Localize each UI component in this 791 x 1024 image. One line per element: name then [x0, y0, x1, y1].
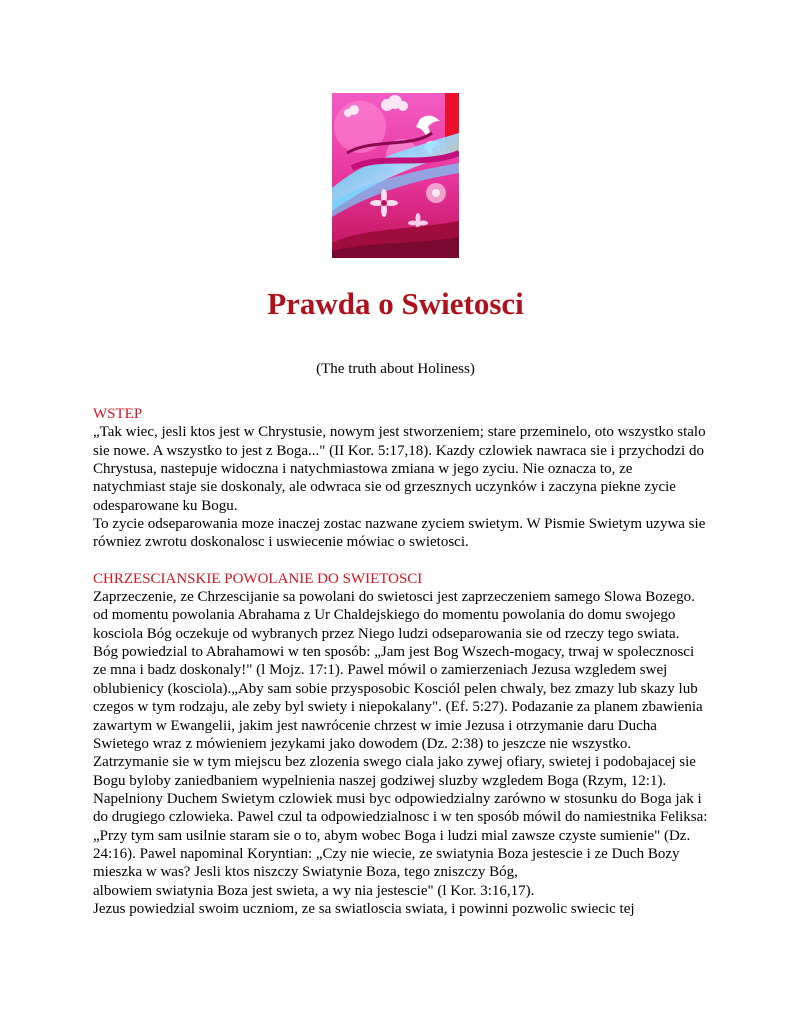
page-subtitle: (The truth about Holiness) [316, 361, 475, 377]
section-gap [93, 552, 708, 570]
document-body [93, 405, 708, 918]
paragraph: albowiem swiatynia Boza jest swieta, a wy nia jestescie" (l Kor. 3:16,17). [93, 882, 535, 899]
cover-image [332, 93, 459, 258]
paragraph: Zaprzeczenie, ze Chrzescijanie sa powolani do swietosci jest zaprzeczeniem samego Slowa Bozego. od momentu powolania Abrahama z Ur Chaldejskiego do momentu powolania do domu swojego kosciola Bóg oczekuje od wybranych przez Niego ludzi odseparowania sie od rzeczy tego swiata. Bóg powiedzial to Abrahamowi w ten sposób: „Jam jest Bog Wszech-mogacy, trwaj w spolecznosci ze mna i badz doskonaly!" (l Mojz. 17:1). Pawel mówil o zamierzeniach Jezusa wzgledem swej oblubienicy (kosciola).„Aby sam sobie przysposobic Kosciól pelen chwaly, bez zmazy lub skazy lub czegos w tym rodzaju, ale zeby byl swiety i niepokalany". (Ef. 5:27). Podazanie za planem zbawienia zawartym w Ewangelii, jakim jest nawrócenie chrzest w imie Jezusa i otrzymanie daru Ducha Swietego wraz z mówieniem jezykami jako dowodem (Dz. 2:38) to jeszcze nie wszystko. Zatrzymanie sie w tym miejscu bez zlozenia swego ciala jako zywej ofiary, swietej i podobajacej sie Bogu byloby zaniedbaniem wypelnienia naszej godziwej sluzby wzgledem Boga (Rzym, 12:1). Napelniony Duchem Swietym czlowiek musi byc odpowiedzialny zarówno w stosunku do Boga jak i do drugiego czlowieka. Pawel czul ta odpowiedzialnosc i w ten sposób mówil do namiestnika Feliksa: „Przy tym sam usilnie staram sie o to, abym wobec Boga i ludzi mial zawsze czyste sumienie" (Dz. 24:16). Pawel napominal Koryntian: „Czy nie wiecie, ze swiatynia Boza jestescie i ze Duch Bozy mieszka w was? Jesli ktos niszczy Swiatynie Boza, tego zniszczy Bóg, [93, 589, 708, 881]
paragraph: Jezus powiedzial swoim uczniom, ze sa swiatloscia swiata, i powinni pozwolic swiecic tej [93, 900, 635, 917]
paragraph: „Tak wiec, jesli ktos jest w Chrystusie, nowym jest stworzeniem; stare przeminelo, oto wszystko stalo sie nowe. A wszystko to jest z Boga..." (II Kor. 5:17,18). Kazdy czlowiek nawraca sie i przychodzi do Chrystusa, nastepuje widoczna i natychmiastowa zmiana w jego zyciu. Nie oznacza to, ze natychmiast staje sie doskonaly, ale odwraca sie od grzesznych uczynków i zaczyna piekne zycie odesparowane ku Bogu. [93, 424, 706, 514]
section-heading-powolanie: CHRZESCIANSKIE POWOLANIE DO SWIETOSCI [93, 570, 423, 587]
section-heading-wstep: WSTEP [93, 406, 143, 422]
paragraph: To zycie odseparowania moze inaczej zostac nazwane zyciem swietym. W Pismie Swietym uzywa sie równiez zwrotu doskonalosc i uswiecenie mówiac o swietosci. [93, 516, 706, 551]
page-title: Prawda o Swietosci [267, 286, 524, 321]
